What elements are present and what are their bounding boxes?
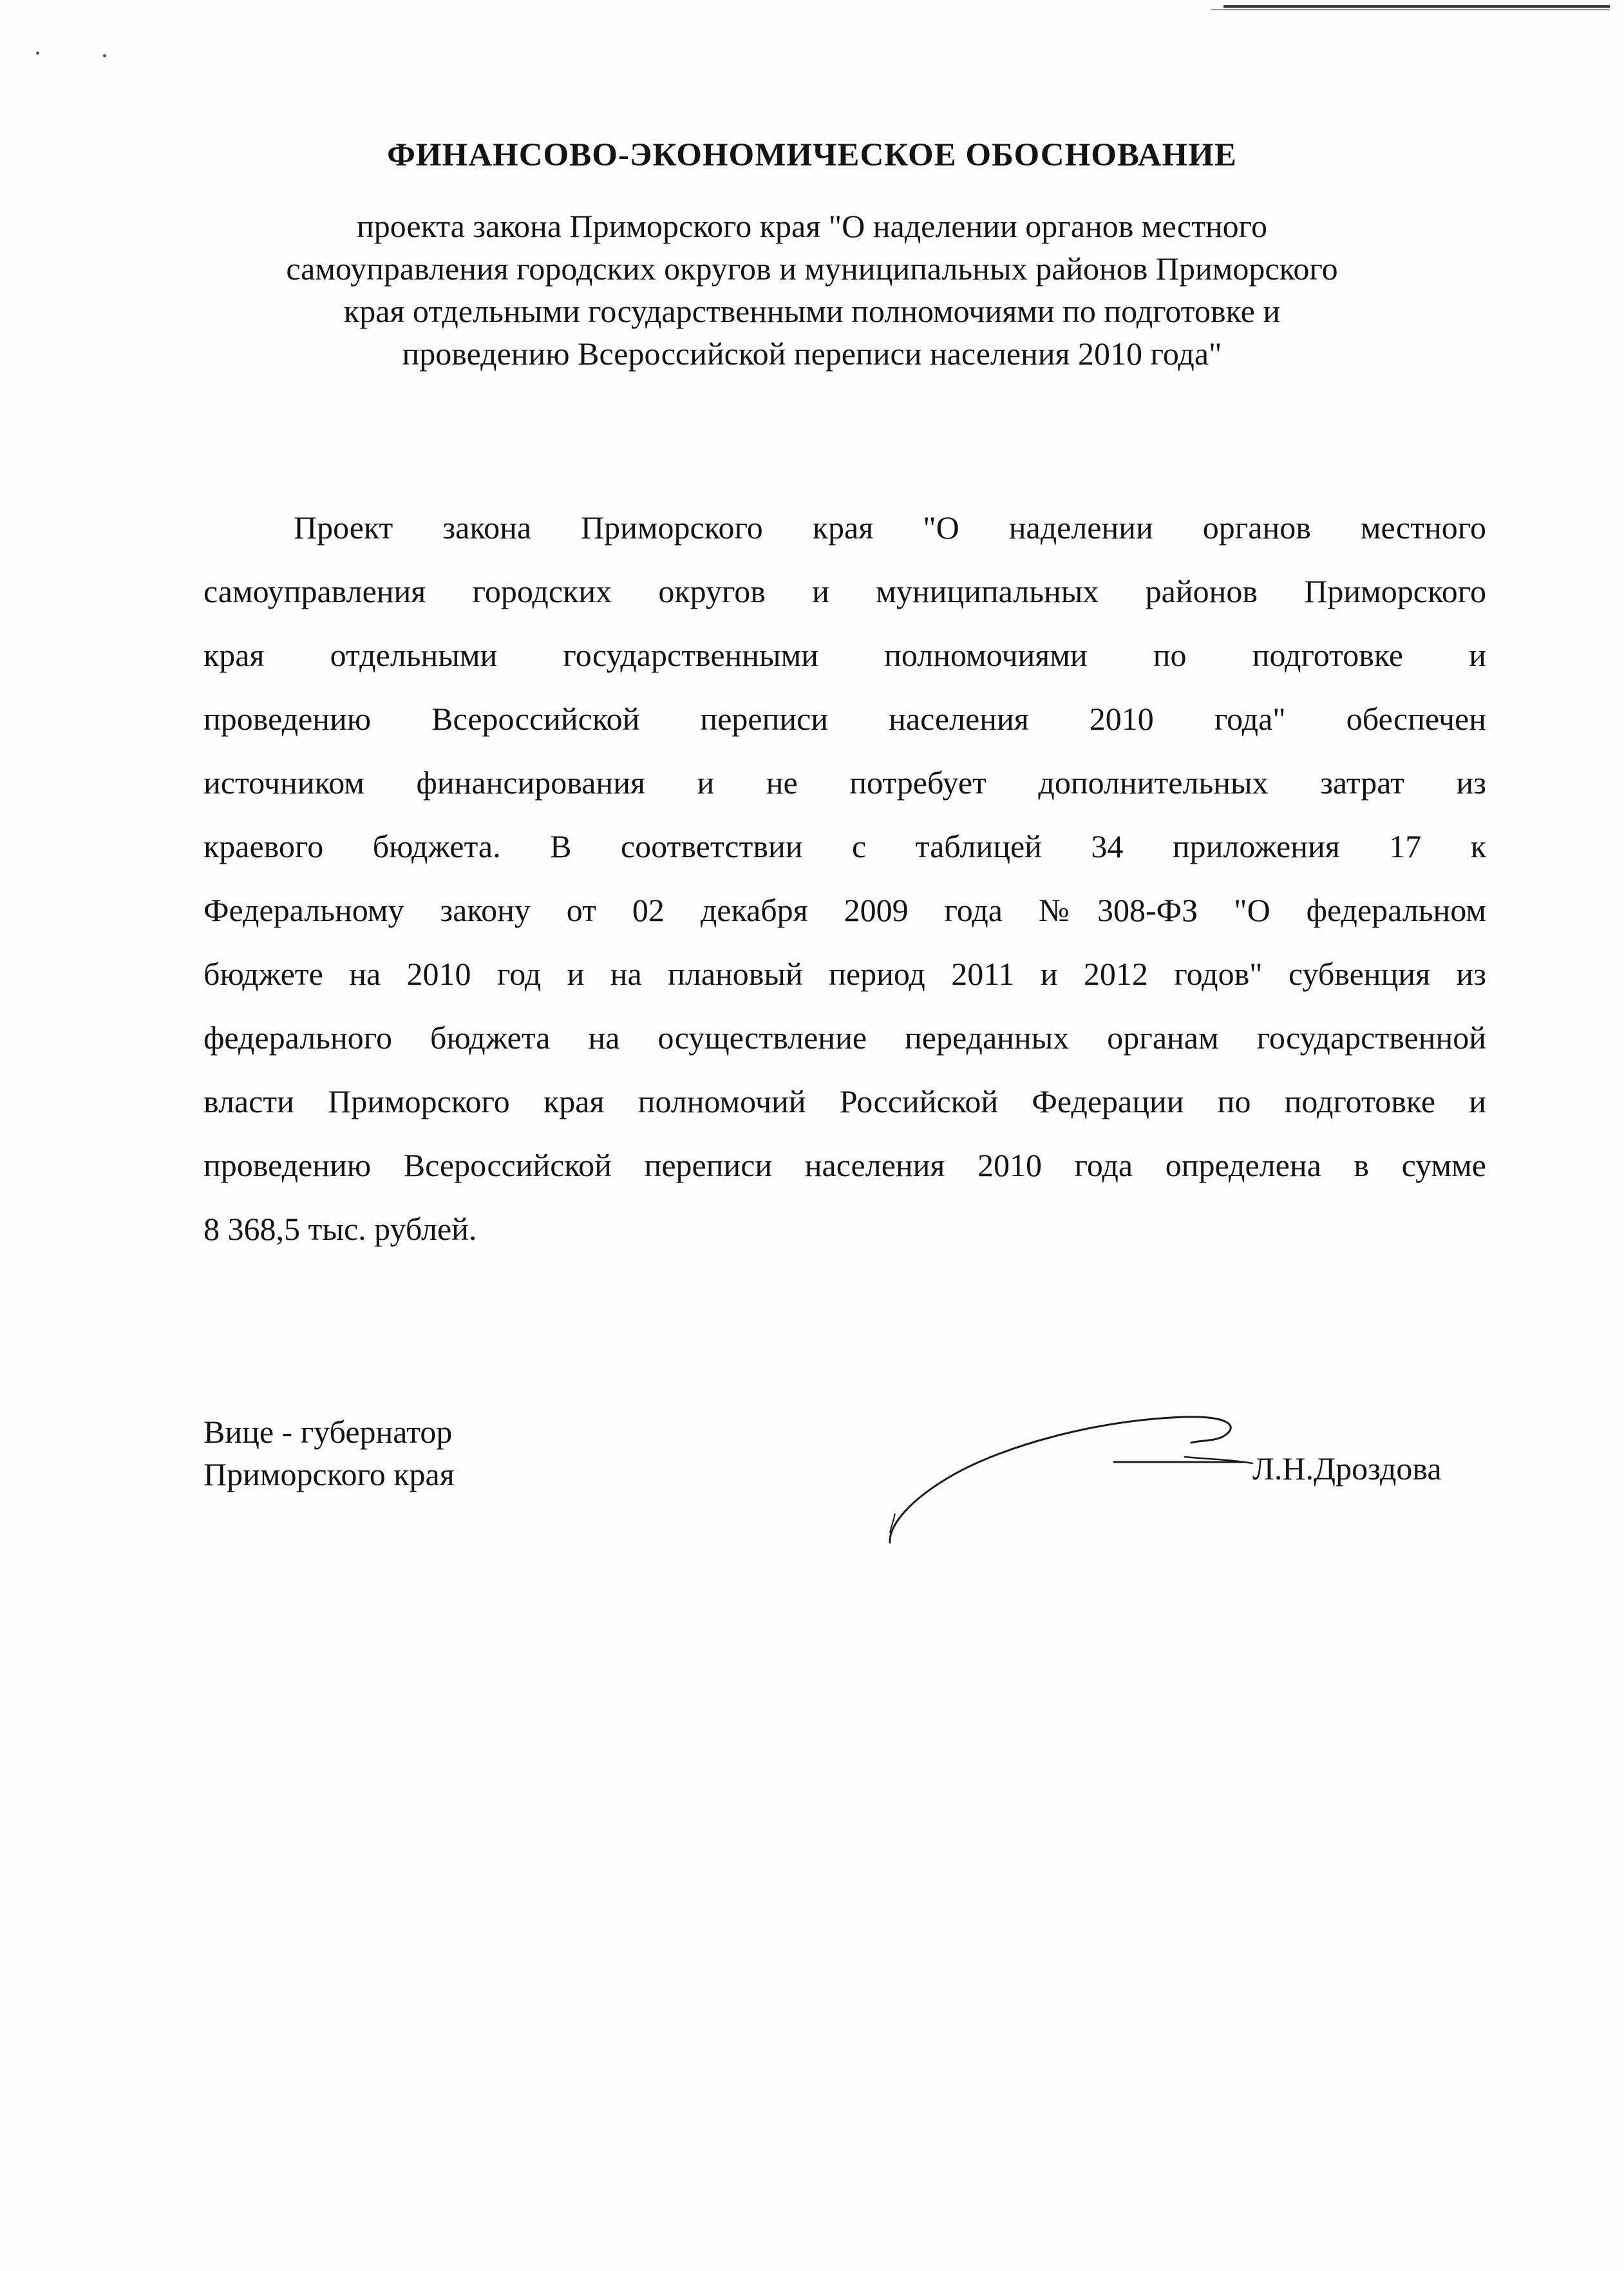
body-line: проведению Всероссийской переписи населения 2010 года" обеспечен (203, 701, 1486, 737)
body-paragraph (203, 496, 1486, 1261)
handwritten-signature (882, 1398, 1269, 1552)
body-line: Федеральному закону от 02 декабря 2009 года №308-ФЗ "О федеральном (203, 892, 1486, 928)
scan-edge-line-shadow (1211, 9, 1610, 10)
body-line: федерального бюджета на осуществление переданных органам государственной (203, 1020, 1486, 1056)
body-line: источником финансирования и не потребует дополнительных затрат из (203, 765, 1486, 801)
scan-speck (36, 52, 39, 55)
body-line: проведению Всероссийской переписи населения 2010 года определена в сумме (203, 1147, 1486, 1183)
body-line: 8 368,5 тыс. рублей. (203, 1211, 477, 1247)
scan-speck (103, 54, 106, 57)
body-line: краевого бюджета. В соответствии с таблицей 34 приложения 17 к (203, 828, 1486, 864)
body-line: самоуправления городских округов и муниципальных районов Приморского (203, 573, 1486, 609)
subtitle-line: проекта закона Приморского края "О наделении органов местного (357, 208, 1267, 244)
document-title: ФИНАНСОВО-ЭКОНОМИЧЕСКОЕ ОБОСНОВАНИЕ (387, 137, 1237, 173)
document-subtitle (0, 205, 1624, 375)
signatory-position-line: Вице - губернатор (203, 1414, 453, 1450)
body-line: края отдельными государственными полномочиями по подготовке и (203, 637, 1486, 673)
signatory-name: Л.Н.Дроздова (1252, 1450, 1442, 1487)
scan-edge-line (1223, 5, 1610, 8)
body-line: Проект закона Приморского края "О наделении органов местного (294, 509, 1486, 546)
body-line: бюджете на 2010 год и на плановый период 2011 и 2012 годов" субвенция из (203, 956, 1486, 992)
subtitle-line: края отдельными государственными полномочиями по подготовке и (343, 293, 1281, 329)
subtitle-line: проведению Всероссийской переписи населения 2010 года" (402, 336, 1222, 372)
subtitle-line: самоуправления городских округов и муниципальных районов Приморского (286, 251, 1338, 287)
signatory-position (203, 1411, 455, 1496)
body-line: власти Приморского края полномочий Российской Федерации по подготовке и (203, 1083, 1486, 1119)
signatory-position-line: Приморского края (203, 1456, 455, 1492)
